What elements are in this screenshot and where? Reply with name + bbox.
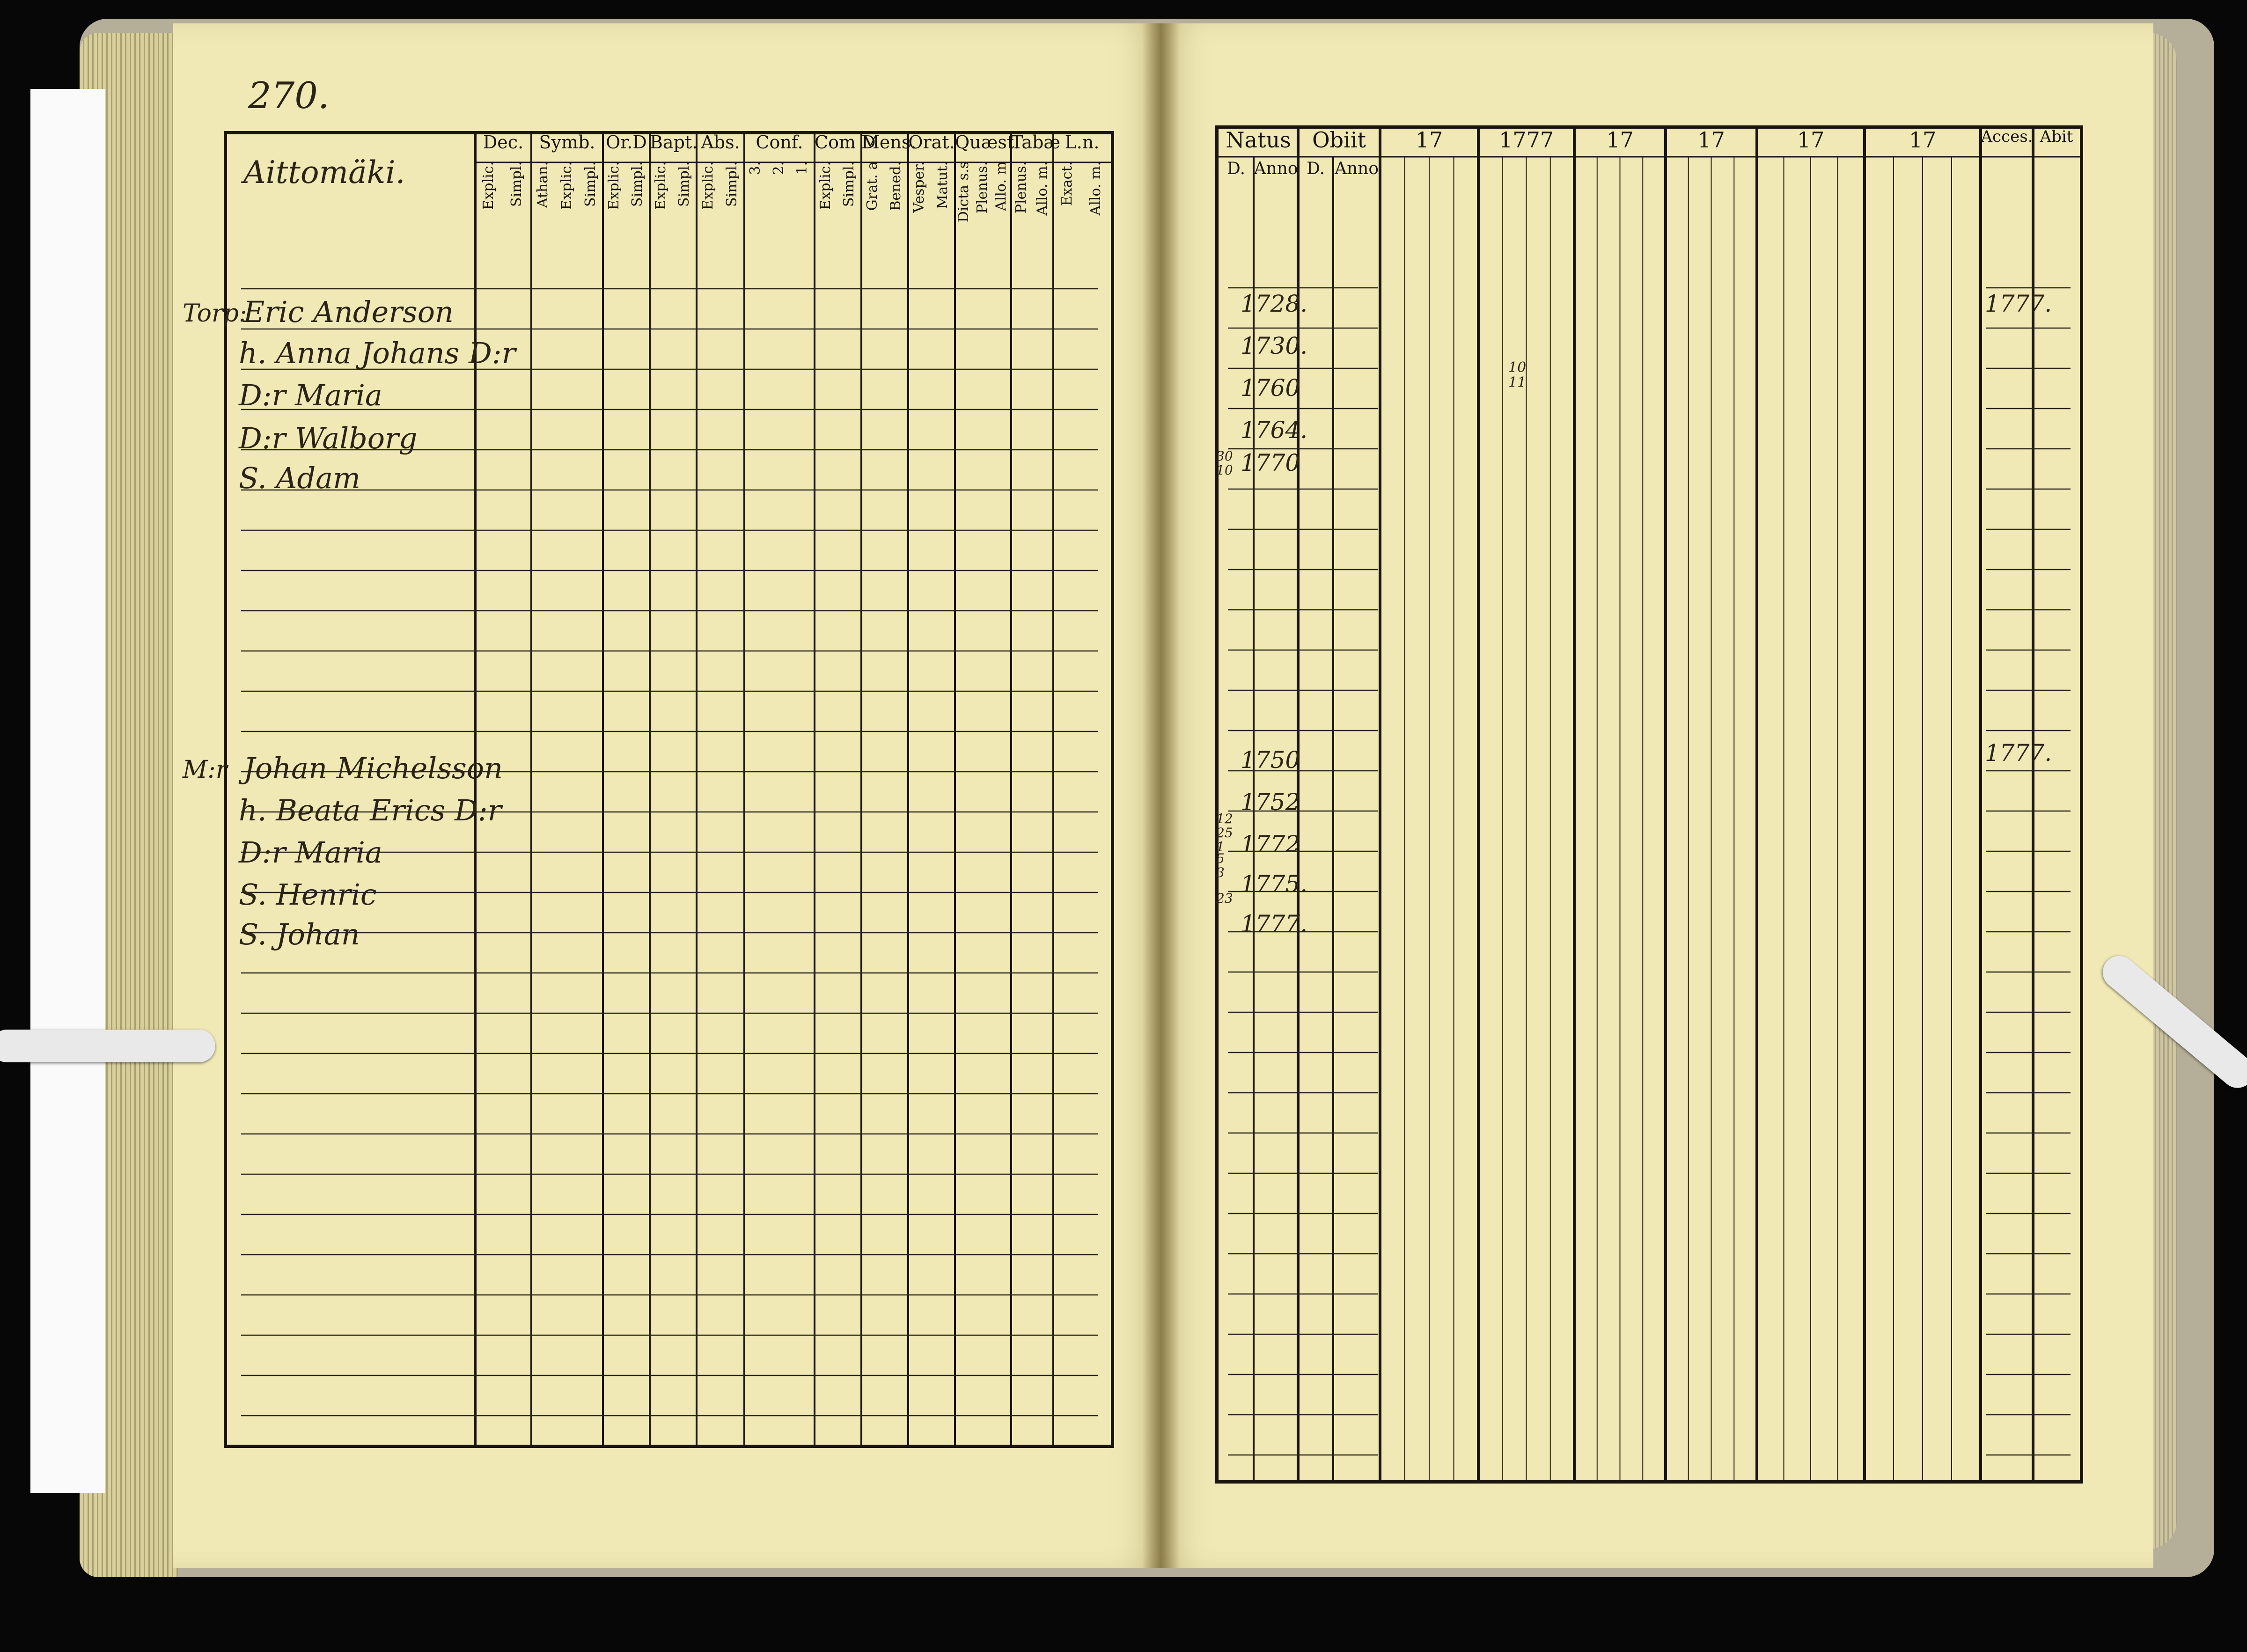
household-member: S. Adam [239,461,360,495]
column-subheader: Anno [1254,159,1298,178]
column-header: Symb. [539,132,595,153]
column-header: Conf. [756,132,803,153]
column-subheader: Simpl. [676,161,692,207]
household-member: D:r Walborg [239,421,418,455]
column-subheader: Explic. [699,161,716,210]
column-header: Or.D [606,132,647,153]
column-header: 17 [1415,127,1443,153]
column-header: 17 [1909,127,1937,153]
column-subheader: Plenus. [1013,161,1029,214]
book-gutter [1142,23,1180,1568]
birth-year: 1752 [1241,789,1300,816]
household-member: D:r Maria [239,835,382,870]
household-member: Eric Anderson [243,295,454,329]
household-member: D:r Maria [239,378,382,412]
column-header: Abit [2040,127,2073,146]
birth-day: 5 3 [1216,851,1225,880]
right-register-table [1215,125,2083,1484]
birth-year: 1770 [1241,449,1300,476]
column-subheader: Bened. [888,161,904,211]
page-number: 270. [248,75,330,117]
bookmark-ribbon-left [0,1030,215,1062]
column-header: 1777 [1498,127,1554,153]
column-header: Abs. [701,132,740,153]
column-subheader: Allo. m [993,161,1009,211]
column-header: Com D [815,132,876,153]
column-subheader: Simpl. [841,161,857,207]
household-role: Torp: [183,300,247,328]
column-subheader: Simpl. [723,161,740,207]
birth-year: 1772 [1241,831,1300,858]
column-header: 17 [1606,127,1634,153]
column-subheader: Explic. [480,161,497,210]
column-subheader: Allo. m. [1034,161,1050,216]
column-subheader: Athan. [534,161,551,208]
column-subheader: Allo. m. [1087,161,1104,216]
birth-day: 12 25 1 [1216,811,1233,855]
column-header: Obiit [1312,127,1366,153]
village-name: Aittomäki. [243,154,405,190]
paper-slip [30,89,105,1493]
right-table-lines [1219,129,2080,1480]
column-subheader: Simpl. [629,161,646,207]
column-subheader: Exact. [1058,161,1075,206]
column-subheader: Explic. [558,161,575,210]
column-subheader: 3. [747,161,764,175]
birth-year: 1777. [1241,910,1308,937]
column-subheader: Plenus. [974,161,991,214]
birth-day: 30 10 [1216,448,1233,478]
column-subheader: Matut. [934,161,951,209]
household-member: Johan Michelsson [243,751,503,785]
year-note: 10 11 [1508,359,1527,391]
column-header: Quæst. [955,132,1020,153]
column-subheader: Explic. [653,161,669,210]
household-member: S. Henric [239,877,377,912]
column-header: Natus [1226,127,1291,153]
birth-year: 1730. [1241,332,1308,359]
accessit-year: 1777. [1985,290,2052,317]
column-subheader: Explic. [817,161,834,210]
birth-year: 1750 [1241,746,1300,774]
birth-year: 1764. [1241,417,1308,444]
household-role: M:r [183,756,228,784]
left-table-lines [227,134,1111,1445]
column-header: Orat. [908,132,955,153]
column-header: Mens. [861,132,917,153]
column-header: 17 [1797,127,1825,153]
column-header: Tabæ [1011,132,1061,153]
column-header: Acces. [1981,127,2033,146]
column-subheader: D. [1306,159,1325,178]
household-member: S. Johan [239,917,360,951]
birth-year: 1760 [1241,374,1300,402]
column-subheader: Grat. a [864,161,881,211]
column-subheader: Simpl. [582,161,599,207]
column-header: L.n. [1065,132,1100,153]
column-subheader: 1. [794,161,810,175]
household-member: h. Anna Johans D:r [239,336,516,370]
birth-year: 1728. [1241,290,1308,317]
accessit-year: 1777. [1985,739,2052,767]
household-member: h. Beata Erics D:r [239,793,502,827]
column-header: Dec. [483,132,524,153]
column-subheader: Simpl. [508,161,525,207]
birth-day: 23 [1216,891,1233,906]
column-subheader: Dicta s.s [955,161,972,223]
birth-year: 1775. [1241,870,1308,898]
column-subheader: Vesper. [911,161,927,213]
column-header: Bapt. [650,132,698,153]
column-subheader: Explic. [606,161,622,210]
column-header: 17 [1697,127,1725,153]
column-subheader: Anno [1334,159,1379,178]
column-subheader: D. [1226,159,1246,178]
column-subheader: 2. [771,161,787,175]
